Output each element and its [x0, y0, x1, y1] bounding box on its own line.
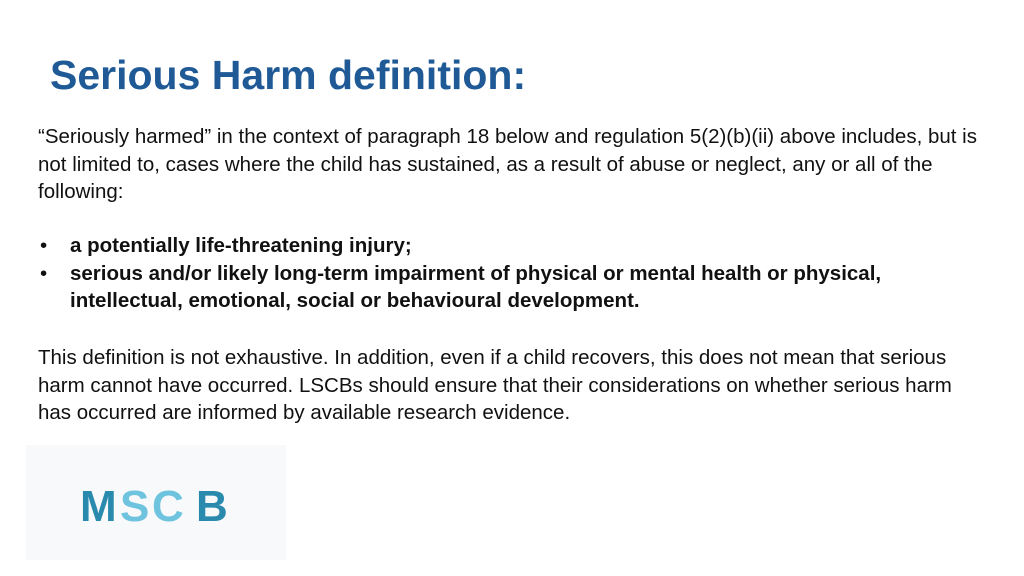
- slide-title: Serious Harm definition:: [50, 52, 527, 98]
- logo-letter-s: S: [120, 483, 150, 525]
- list-item: [38, 232, 988, 260]
- mscb-logo: [80, 483, 230, 525]
- logo-letter-c: C: [152, 483, 184, 525]
- list-item: [38, 260, 988, 315]
- harm-criteria-list: [38, 232, 988, 315]
- list-item-text: serious and/or likely long-term impairment of physical or mental health or physical, intellectual, emotional, social or behavioural development.: [70, 261, 882, 312]
- definition-intro: “Seriously harmed” in the context of paragraph 18 below and regulation 5(2)(b)(ii) above includes, but is not limited to, cases where the child has sustained, as a result of abuse or neglect, any or all of the following:: [38, 125, 977, 203]
- definition-closing: This definition is not exhaustive. In addition, even if a child recovers, this does not mean that serious harm cannot have occurred. LSCBs should ensure that their considerations on whether serious harm has occurred are informed by available research evidence.: [38, 346, 952, 424]
- logo-letter-m: M: [80, 483, 117, 525]
- bullet-marker: •: [40, 261, 48, 285]
- logo-letter-b: B: [196, 483, 228, 525]
- bullet-marker: •: [40, 234, 48, 257]
- list-item-text: a potentially life-threatening injury;: [70, 234, 412, 257]
